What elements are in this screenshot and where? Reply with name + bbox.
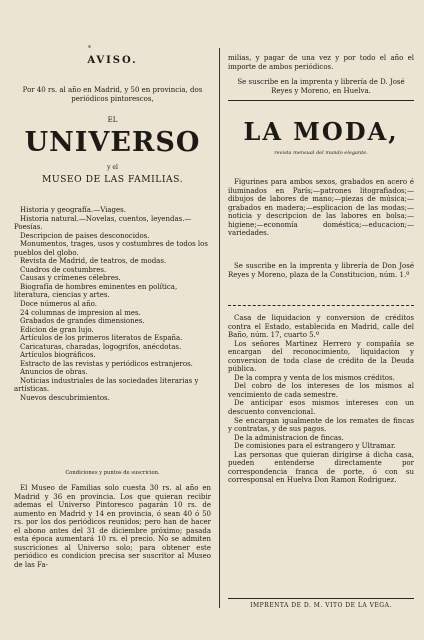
imprenta-footer: IMPRENTA DE D. M. VITO DE LA VEGA. [250, 602, 392, 609]
museo-title: MUSEO DE LAS FAMILIAS. [41, 174, 184, 185]
list-item: Biografía de hombres eminentes en política, literatura, ciencias y artes. [14, 282, 178, 300]
footer-rule [228, 598, 414, 599]
list-item: Historia natural.—Novelas, cuentos, leyendas.—Poesías. [14, 214, 192, 232]
suscribe-moda-paragraph: Se suscribe en la imprenta y librería de Don José Reyes y Moreno, plaza de la Constitucion, núm. 1.º [228, 262, 414, 279]
figurines-paragraph: Figurines para ambos sexos, grabados en acero é iluminados en París;—patrones litografiados;—dibujos de labores de mano;—piezas de música;—grabados en madera;—esplicacion de las modas;—noticia y descripcion de las labores en bolsa;—higiene;—economía doméstica;—educacion;—variedades. [228, 178, 414, 238]
continuation-text [228, 54, 414, 71]
dashed-rule [228, 305, 414, 306]
casa-liquidacion [228, 314, 414, 485]
list-item: Causas y crímenes célebres. [20, 274, 121, 283]
casa-paragraph: De comisiones para el estrangero y Ultramar. [234, 442, 396, 451]
list-item: Artículos de los primeros literatos de España. [20, 334, 183, 343]
section-rule [228, 100, 414, 101]
casa-paragraph: De la compra y venta de los mismos créditos. [234, 373, 395, 382]
casa-paragraph: Las personas que quieran dirigirse á dicha casa, pueden entenderse directamente por correspondencia franca de porte, ó con su corresponsal en Huelva Don Ramon Rodriguez. [228, 450, 414, 485]
list-item: Caricaturas, charadas, logogrifos, anécdotas. [20, 342, 182, 351]
continuation-paragraph: milias, y pagar de una vez y por todo el año el importe de ambos periódicos. [228, 54, 414, 71]
list-item: Doce números al año. [20, 300, 97, 309]
list-item: Edicion de gran lujo. [20, 325, 94, 334]
list-item: Nuevos descubrimientos. [20, 394, 110, 403]
column-divider [219, 48, 220, 608]
universo-title: UNIVERSO [24, 127, 201, 158]
la-moda-subtitle: revista mensual del mundo elegante. [274, 150, 368, 156]
casa-paragraph: Del cobro de los intereses de los mismos al vencimiento de cada semestre. [228, 382, 414, 399]
subscription-lead: Por 40 rs. al año en Madrid, y 50 en provincia, dos periódicos pintorescos, [22, 86, 203, 103]
casa-paragraph: Se encargan igualmente de los remates de fincas y contratas, y de sus pagos. [228, 416, 414, 434]
pricing-text: El Museo de Familias solo cuesta 30 rs. al año en Madrid y 36 en provincia. Los que quieran recibir ademas el Universo Pintoresco pagarán 10 rs. de aumento en Madrid y 14 en provincia, ó sean 40 ó 50 rs. por los dos periódicos reunidos; pero han de hacer el abono antes del 31 de diciembre próximo; pasada esta época aumentará 10 rs. el precio. No se admiten suscriciones al Universo solo; para obtener este periódico es condicion precisa ser suscritor al Museo de las Fa- [14, 484, 211, 569]
suscribe-huelva: Se suscribe en la imprenta y librería de D. José Reyes y Moreno, en Huelva. [237, 78, 405, 95]
y-el-label: y el [107, 164, 118, 171]
el-label: EL [107, 116, 118, 124]
list-item: Descripcion de paises desconocidos. [20, 231, 150, 240]
list-item: Historia y geografía.—Viages. [20, 206, 126, 214]
la-moda-title: LA MODA, [243, 117, 399, 146]
list-item: 24 columnas de impresion al mes. [20, 308, 141, 317]
list-item: Anuncios de obras. [20, 368, 88, 377]
figurines-text [228, 178, 414, 238]
casa-paragraph: De anticipar esos mismos intereses con un descuento convencional. [228, 399, 414, 417]
casa-paragraph: De la administracion de fincas. [234, 433, 344, 442]
casa-paragraph: Los señores Martinez Herrero y compañía se encargan del reconocimiento, liquidacion y conversion de toda clase de crédito de la Deuda pública. [228, 339, 414, 374]
pricing-paragraph [14, 484, 211, 569]
list-item: Cuadros de costumbres. [20, 265, 107, 274]
casa-paragraph: Casa de liquidacion y conversion de créditos contra el Estado, establecida en Madrid, calle del Baño, núm. 17, cuarto 5.º [228, 314, 414, 340]
list-item: Monumentos, trages, usos y costumbres de todos los pueblos del globo. [14, 240, 208, 257]
list-item: Noticias industriales de las sociedades literarias y artísticas. [14, 376, 199, 394]
list-item: Artículos biográficos. [20, 351, 96, 360]
list-item: Estracto de las revistas y periódicos estranjeros. [20, 359, 193, 368]
contents-list [14, 206, 211, 403]
aviso-heading: AVISO. [87, 55, 138, 66]
conditions-heading: Condiciones y puntos de suscricion. [65, 470, 160, 476]
suscribe-moda [228, 262, 414, 279]
list-item: Grabados de grandes dimensiones. [20, 317, 145, 326]
list-item: Revista de Madrid, de teatros, de modas. [20, 257, 167, 266]
page-mark: * [88, 45, 91, 52]
